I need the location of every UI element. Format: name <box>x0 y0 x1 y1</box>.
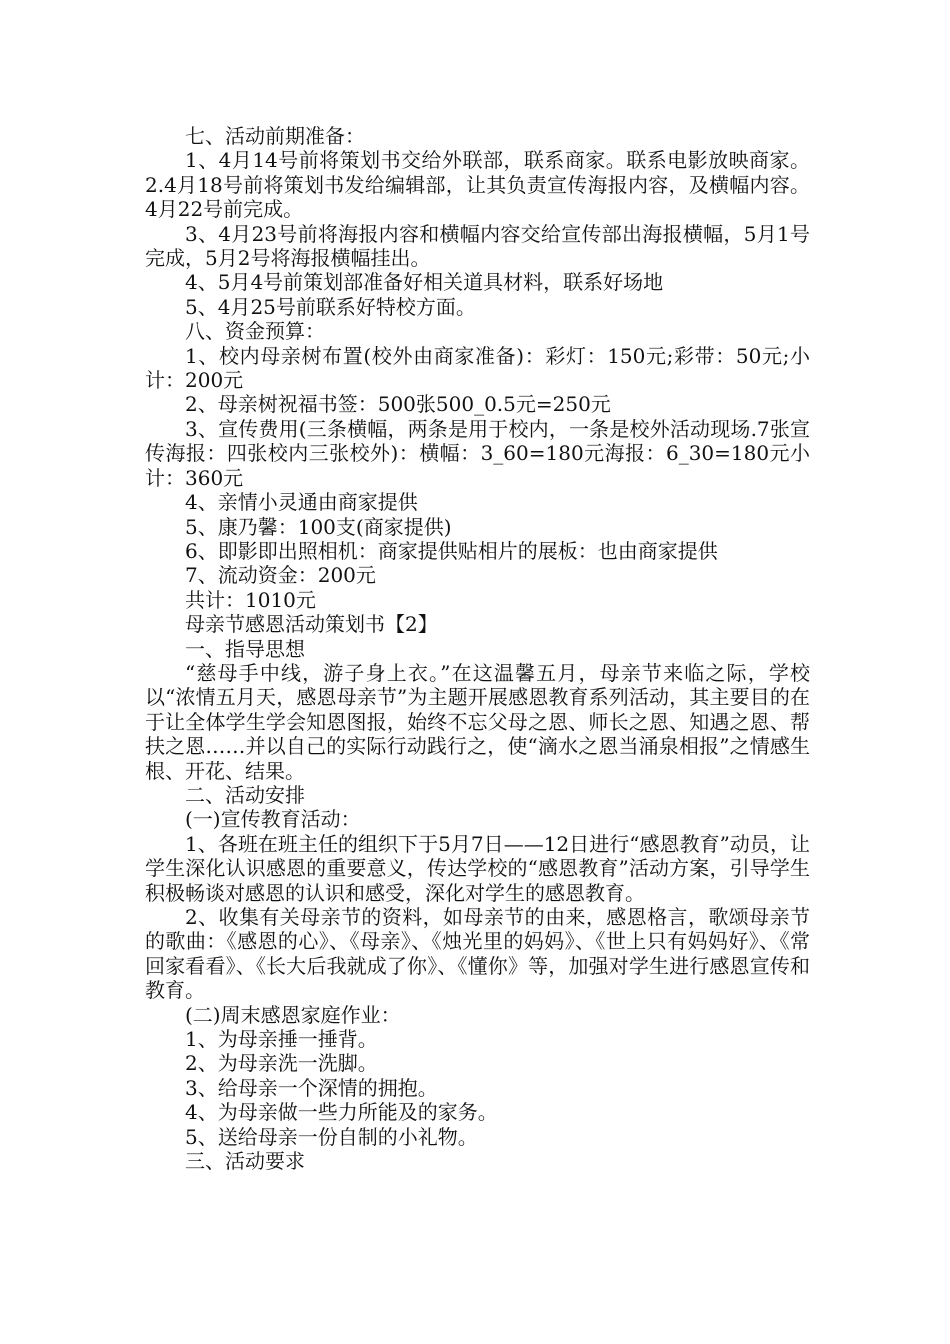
paragraph: 共计：1010元 <box>185 587 316 612</box>
document-subtitle: 母亲节感恩活动策划书【2】 <box>185 612 438 637</box>
list-item: 4、为母亲做一些力所能及的家务。 <box>185 1100 498 1125</box>
paragraph: 7、流动资金：200元 <box>185 563 376 588</box>
document-body <box>145 124 810 1173</box>
section-heading: 二、活动安排 <box>185 782 305 807</box>
section-heading: 一、指导思想 <box>185 636 305 661</box>
paragraph: 6、即影即出照相机：商家提供贴相片的展板：也由商家提供 <box>185 538 718 563</box>
list-item: 2、为母亲洗一洗脚。 <box>185 1051 378 1076</box>
paragraph: 5、康乃馨：100支(商家提供) <box>185 514 452 539</box>
paragraph: 4、5月4号前策划部准备好相关道具材料，联系好场地 <box>185 270 664 295</box>
list-item: 5、送给母亲一份自制的小礼物。 <box>185 1124 478 1149</box>
paragraph: 1、4月14号前将策划书交给外联部，联系商家。联系电影放映商家。2.4月18号前将策划书发给编辑部，让其负责宣传海报内容，及横幅内容。4月22号前完成。 <box>145 148 810 222</box>
paragraph: 1、校内母亲树布置(校外由商家准备)：彩灯：150元;彩带：50元;小计：200元 <box>145 343 810 393</box>
list-item: 3、给母亲一个深情的拥抱。 <box>185 1075 438 1100</box>
section-heading: 七、活动前期准备： <box>185 124 365 148</box>
section-heading: 八、资金预算： <box>185 319 325 344</box>
paragraph: 2、收集有关母亲节的资料，如母亲节的由来，感恩格言，歌颂母亲节的歌曲：《感恩的心》、《母亲》、《烛光里的妈妈》、《世上只有妈妈好》、《常回家看看》、《长大后我就成了你》、《懂你》等，加强对学生进行感恩宣传和教育。 <box>145 905 810 1003</box>
paragraph: 1、各班在班主任的组织下于5月7日——12日进行“感恩教育”动员，让学生深化认识感恩的重要意义，传达学校的“感恩教育”活动方案，引导学生积极畅谈对感恩的认识和感受，深化对学生的感恩教育。 <box>145 831 810 905</box>
subsection-heading: (二)周末感恩家庭作业： <box>185 1002 401 1027</box>
list-item: 1、为母亲捶一捶背。 <box>185 1027 378 1052</box>
paragraph: “慈母手中线，游子身上衣。”在这温馨五月，母亲节来临之际，学校以“浓情五月天，感恩母亲节”为主题开展感恩教育系列活动，其主要目的在于让全体学生学会知恩图报，始终不忘父母之恩、师长之恩、知遇之恩、帮扶之恩……并以自己的实际行动践行之，使“滴水之恩当涌泉相报”之情感生根、开花、结果。 <box>145 660 810 783</box>
paragraph: 3、宣传费用(三条横幅，两条是用于校内，一条是校外活动现场.7张宣传海报：四张校内三张校外)：横幅：3_60=180元海报：6_30=180元小计：360元 <box>145 416 810 490</box>
paragraph: 2、母亲树祝福书签：500张500_0.5元=250元 <box>185 392 611 417</box>
paragraph: 4、亲情小灵通由商家提供 <box>185 490 418 515</box>
subsection-heading: (一)宣传教育活动： <box>185 807 361 832</box>
paragraph: 5、4月25号前联系好特校方面。 <box>185 294 476 319</box>
section-heading: 三、活动要求 <box>185 1149 305 1174</box>
paragraph: 3、4月23号前将海报内容和横幅内容交给宣传部出海报横幅，5月1号完成，5月2号将海报横幅挂出。 <box>145 221 810 271</box>
